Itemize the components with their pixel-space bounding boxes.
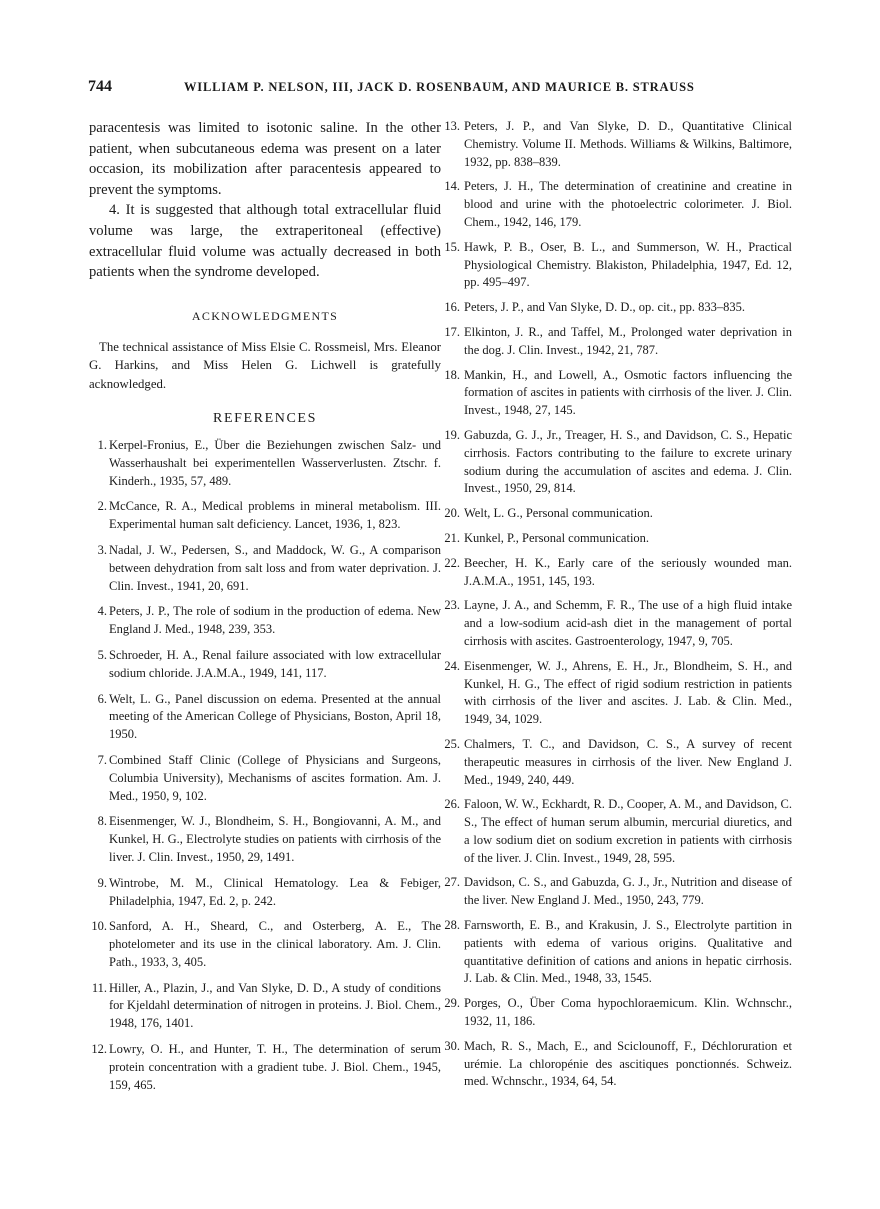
reference-number: 1. xyxy=(97,437,107,452)
reference-item xyxy=(440,796,792,867)
reference-number: 27. xyxy=(444,875,460,890)
references-list-right xyxy=(440,118,792,1091)
page-number: 744 xyxy=(88,78,112,95)
left-column xyxy=(89,118,441,1102)
reference-text: Welt, L. G., Personal communication. xyxy=(464,506,653,521)
reference-number: 8. xyxy=(97,814,107,829)
reference-text: Combined Staff Clinic (College of Physicians and Surgeons, Columbia University), Mechanisms of ascites formation. Am. J. Med., 1950, 9, 102. xyxy=(109,752,441,803)
reference-number: 2. xyxy=(97,499,107,514)
reference-item xyxy=(89,813,441,866)
reference-number: 19. xyxy=(444,427,460,442)
reference-number: 14. xyxy=(444,179,460,194)
reference-item xyxy=(89,980,441,1033)
reference-item xyxy=(440,118,792,171)
reference-text: Farnsworth, E. B., and Krakusin, J. S., Electrolyte partition in patients with edema of various origins. Qualitative and quantitative definition of cations and anions in hepatic cirrhosis. J. Lab. & Clin. Med., 1948, 33, 1545. xyxy=(464,918,792,986)
reference-item xyxy=(89,1041,441,1094)
reference-item xyxy=(89,875,441,911)
reference-text: Layne, J. A., and Schemm, F. R., The use of a high fluid intake and a low-sodium acid-ash diet in the management of portal cirrhosis with ascites. Gastroenterology, 1947, 9, 705. xyxy=(464,598,792,648)
reference-number: 23. xyxy=(444,598,460,613)
reference-text: Nadal, J. W., Pedersen, S., and Maddock, W. G., A comparison between dehydration from salt loss and from water deprivation. J. Clin. Invest., 1941, 20, 691. xyxy=(109,542,441,593)
reference-text: Peters, J. P., The role of sodium in the production of edema. New England J. Med., 1948, 239, 353. xyxy=(109,604,441,637)
reference-number: 7. xyxy=(97,752,107,767)
reference-number: 20. xyxy=(444,506,460,521)
reference-item xyxy=(440,874,792,910)
reference-text: Eisenmenger, W. J., Ahrens, E. H., Jr., Blondheim, S. H., and Kunkel, H. G., The effect of rigid sodium restriction in patients with cirrhosis of the liver and ascites. J. Lab. & Clin. Med., 1949, 34, 1029. xyxy=(464,658,792,727)
reference-item xyxy=(440,1038,792,1091)
reference-item xyxy=(89,691,441,744)
reference-text: Davidson, C. S., and Gabuzda, G. J., Jr., Nutrition and disease of the liver. New England J. Med., 1950, 243, 779. xyxy=(464,875,792,908)
reference-text: Beecher, H. K., Early care of the seriously wounded man. J.A.M.A., 1951, 145, 193. xyxy=(464,555,792,588)
reference-text: Peters, J. P., and Van Slyke, D. D., Quantitative Clinical Chemistry. Volume II. Methods. Williams & Wilkins, Baltimore, 1932, pp. 838–839. xyxy=(464,119,792,169)
reference-item xyxy=(440,736,792,789)
reference-text: McCance, R. A., Medical problems in mineral metabolism. III. Experimental human salt deficiency. Lancet, 1936, 1, 823. xyxy=(109,499,441,532)
reference-text: Mankin, H., and Lowell, A., Osmotic factors influencing the formation of ascites in patients with cirrhosis of the liver. J. Clin. Invest., 1948, 27, 145. xyxy=(464,367,792,418)
reference-text: Kunkel, P., Personal communication. xyxy=(464,530,650,545)
reference-text: Hiller, A., Plazin, J., and Van Slyke, D. D., A study of conditions for Kjeldahl determination of nitrogen in proteins. J. Biol. Chem., 1948, 176, 1401. xyxy=(109,980,441,1031)
reference-number: 15. xyxy=(444,239,460,254)
reference-text: Lowry, O. H., and Hunter, T. H., The determination of serum protein concentration with a gradient tube. J. Biol. Chem., 1945, 159, 465. xyxy=(109,1042,441,1092)
reference-item xyxy=(440,505,792,523)
reference-item xyxy=(440,427,792,498)
reference-text: Hawk, P. B., Oser, B. L., and Summerson, W. H., Practical Physiological Chemistry. Blakiston, Philadelphia, 1947, Ed. 12, pp. 495–497. xyxy=(464,239,792,290)
reference-number: 18. xyxy=(444,367,460,382)
body-paragraph-2: 4. It is suggested that although total extracellular fluid volume was large, the extraperitoneal (effective) extracellular fluid volume was actually decreased in both patients when the syndrome developed. xyxy=(89,202,441,281)
reference-text: Welt, L. G., Panel discussion on edema. Presented at the annual meeting of the American College of Physicians, Boston, April 18, 1950. xyxy=(109,691,441,742)
reference-item xyxy=(440,367,792,420)
reference-text: Mach, R. S., Mach, E., and Sciclounoff, F., Déchloruration et urémie. La chloropénie des ascitiques ponctionnés. Schweiz. med. Wchnschr., 1934, 64, 54. xyxy=(464,1038,792,1089)
reference-item xyxy=(440,324,792,360)
reference-number: 21. xyxy=(444,530,460,545)
reference-item xyxy=(89,437,441,490)
reference-number: 11. xyxy=(91,980,107,995)
reference-item xyxy=(440,555,792,591)
reference-number: 28. xyxy=(444,918,460,933)
reference-text: Sanford, A. H., Sheard, C., and Osterberg, A. E., The photelometer and its use in the clinical laboratory. Am. J. Clin. Path., 1933, 3, 405. xyxy=(109,919,441,969)
acknowledgments-text: The technical assistance of Miss Elsie C. Rossmeisl, Mrs. Eleanor G. Harkins, and Miss Helen G. Lichwell is gratefully acknowledged. xyxy=(89,339,441,391)
reference-number: 26. xyxy=(444,797,460,812)
reference-item xyxy=(440,995,792,1031)
reference-text: Schroeder, H. A., Renal failure associated with low extracellular sodium chloride. J.A.M.A., 1949, 141, 117. xyxy=(109,647,441,680)
reference-item xyxy=(440,530,792,548)
page-header xyxy=(88,78,804,104)
body-paragraph-1: paracentesis was limited to isotonic saline. In the other patient, when subcutaneous edema was present on a later occasion, its mobilization after paracentesis appeared to prevent the symptoms. xyxy=(89,120,441,198)
reference-number: 13. xyxy=(444,119,460,133)
reference-text: Chalmers, T. C., and Davidson, C. S., A survey of recent therapeutic measures in cirrhosis of the liver. New England J. Med., 1949, 240, 449. xyxy=(464,736,792,787)
reference-text: Gabuzda, G. J., Jr., Treager, H. S., and Davidson, C. S., Hepatic cirrhosis. Factors contributing to the failure to excrete urinary sodium during the accumulation of ascites and edema. J. Clin. Invest., 1950, 29, 814. xyxy=(464,427,792,496)
reference-number: 10. xyxy=(91,919,107,934)
acknowledgments-heading: ACKNOWLEDGMENTS xyxy=(191,308,339,323)
reference-item xyxy=(440,658,792,729)
reference-item xyxy=(440,917,792,988)
reference-number: 4. xyxy=(97,604,107,619)
reference-item xyxy=(440,299,792,317)
reference-item xyxy=(89,498,441,534)
reference-number: 5. xyxy=(97,647,107,662)
reference-text: Faloon, W. W., Eckhardt, R. D., Cooper, A. M., and Davidson, C. S., The effect of human serum albumin, mercurial diuretics, and a low sodium diet on sodium excretion in patients with cirrhosis of the liver. J. Clin. Invest., 1949, 28, 595. xyxy=(464,797,792,865)
reference-text: Peters, J. P., and Van Slyke, D. D., op. cit., pp. 833–835. xyxy=(464,300,746,315)
reference-item xyxy=(89,752,441,805)
reference-number: 29. xyxy=(444,996,460,1011)
reference-item xyxy=(89,918,441,971)
reference-number: 6. xyxy=(97,691,107,706)
reference-number: 12. xyxy=(91,1042,107,1057)
reference-item xyxy=(89,603,441,639)
reference-item xyxy=(440,597,792,650)
reference-number: 30. xyxy=(444,1038,460,1053)
references-list-left xyxy=(89,437,441,1095)
reference-number: 9. xyxy=(97,875,107,890)
reference-text: Wintrobe, M. M., Clinical Hematology. Lea & Febiger, Philadelphia, 1947, Ed. 2, p. 242. xyxy=(109,875,441,908)
reference-number: 16. xyxy=(444,300,460,315)
reference-item xyxy=(440,178,792,231)
reference-text: Porges, O., Über Coma hypochloraemicum. Klin. Wchnschr., 1932, 11, 186. xyxy=(464,996,792,1029)
reference-item xyxy=(89,542,441,595)
reference-text: Kerpel-Fronius, E., Über die Beziehungen zwischen Salz- und Wasserhaushalt bei experimentellen Wasserverlusten. Ztschr. f. Kinderh., 1935, 57, 489. xyxy=(109,437,441,488)
reference-text: Eisenmenger, W. J., Blondheim, S. H., Bongiovanni, A. M., and Kunkel, H. G., Electrolyte studies on patients with cirrhosis of the liver. J. Clin. Invest., 1950, 29, 1491. xyxy=(109,814,441,864)
reference-number: 25. xyxy=(444,736,460,751)
reference-number: 3. xyxy=(97,542,107,557)
reference-item xyxy=(440,239,792,292)
reference-number: 22. xyxy=(444,555,460,570)
reference-item xyxy=(89,647,441,683)
references-heading: REFERENCES xyxy=(213,410,317,426)
reference-number: 24. xyxy=(444,658,460,673)
running-head-authors: WILLIAM P. NELSON, III, JACK D. ROSENBAUM, AND MAURICE B. STRAUSS xyxy=(184,80,695,94)
reference-number: 17. xyxy=(444,324,460,339)
reference-text: Elkinton, J. R., and Taffel, M., Prolonged water deprivation in the dog. J. Clin. Invest., 1942, 21, 787. xyxy=(464,324,792,357)
right-column xyxy=(440,118,792,1098)
reference-text: Peters, J. H., The determination of creatinine and creatine in blood and urine with the photoelectric colorimeter. J. Biol. Chem., 1942, 146, 179. xyxy=(464,179,792,229)
